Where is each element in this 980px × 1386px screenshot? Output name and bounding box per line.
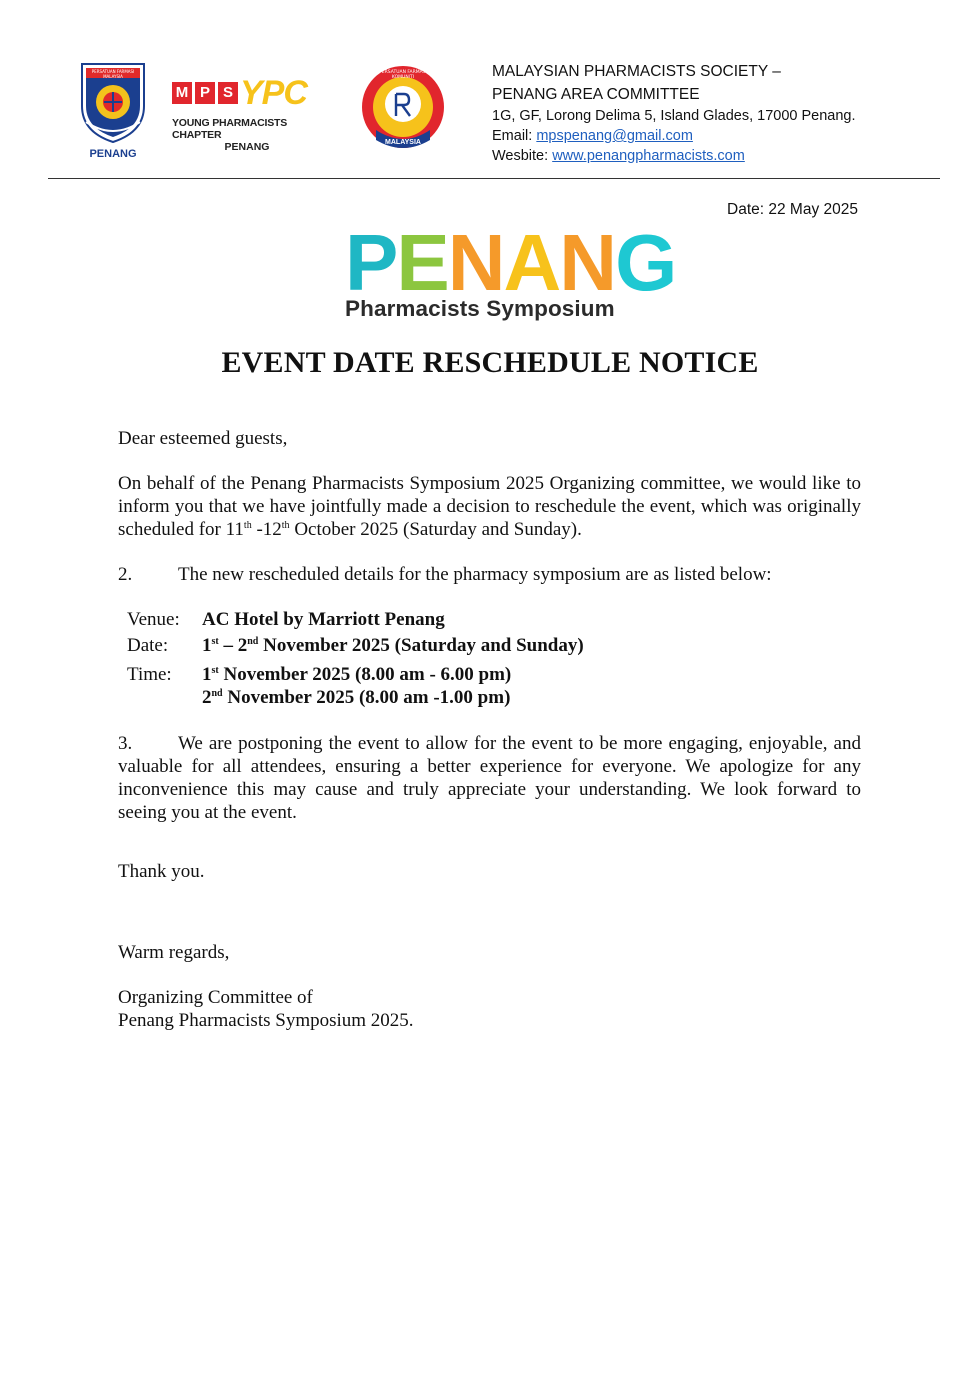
venue-label: Venue: — [127, 609, 180, 630]
organization-block — [492, 60, 856, 166]
brand-letter: P — [345, 218, 397, 307]
email-link[interactable]: mpspenang@gmail.com — [536, 128, 693, 144]
website-label: Wesbite: — [492, 148, 553, 164]
website-link[interactable]: www.penangpharmacists.com — [552, 148, 745, 164]
ordinal-suffix: st — [211, 665, 219, 676]
header-divider — [48, 178, 940, 179]
ordinal-suffix: st — [211, 636, 219, 647]
notice-title: EVENT DATE RESCHEDULE NOTICE — [221, 346, 759, 379]
para3-number: 3. — [118, 733, 133, 754]
symposium-brand-logo — [345, 218, 676, 322]
email-label: Email: — [492, 128, 537, 144]
date-part: – 2 — [218, 635, 248, 656]
time-label: Time: — [127, 664, 172, 685]
para1-text: On behalf of the Penang Pharmacists Symposium 2025 Organizing committee, we would like to inform you that we have jointfully made a decision to reschedule the event, which was originally scheduled for 11 — [118, 473, 861, 540]
greeting: Dear esteemed guests, — [118, 428, 288, 449]
para1-text: -12 — [251, 519, 282, 540]
date-label: Date: — [127, 635, 169, 656]
para1-text: October 2025 (Saturday and Sunday). — [289, 519, 582, 540]
date-value — [202, 634, 584, 657]
brand-letter: G — [615, 218, 676, 307]
time-part: November 2025 (8.00 am - 6.00 pm) — [218, 664, 512, 685]
mps-penang-logo — [74, 60, 152, 164]
signoff-line1: Organizing Committee of — [118, 987, 313, 1008]
time-part: November 2025 (8.00 am -1.00 pm) — [222, 687, 511, 708]
venue-value: AC Hotel by Marriott Penang — [202, 609, 445, 630]
para2-number: 2. — [118, 564, 133, 585]
warm-regards: Warm regards, — [118, 942, 230, 963]
ordinal-suffix: nd — [247, 636, 259, 647]
thank-you: Thank you. — [118, 861, 205, 882]
brand-letter: A — [503, 218, 560, 307]
time-part: 1 — [202, 664, 212, 685]
mps-letter: P — [195, 82, 215, 104]
event-details — [127, 608, 584, 709]
ypc-line2: PENANG — [224, 141, 270, 153]
logo3-band-text: MALAYSIA — [385, 139, 421, 146]
logo1-top-text: PERSATUAN FARMASI MALAYSIA — [91, 69, 135, 79]
time-part: 2 — [202, 687, 212, 708]
letter-date: Date: 22 May 2025 — [727, 201, 858, 218]
ordinal-suffix: th — [243, 520, 252, 531]
community-pharmacy-guild-logo — [360, 64, 446, 158]
org-address: 1G, GF, Lorong Delima 5, Island Glades, 17000 Penang. — [492, 108, 856, 124]
paragraph-3 — [118, 732, 861, 824]
time-row — [127, 663, 584, 709]
time-line-1 — [202, 663, 511, 686]
signoff-line2: Penang Pharmacists Symposium 2025. — [118, 1010, 414, 1031]
mps-letter: M — [172, 82, 192, 104]
date-part: November 2025 (Saturday and Sunday) — [258, 635, 584, 656]
paragraph-1 — [118, 472, 861, 541]
ordinal-suffix: nd — [211, 688, 223, 699]
penang-wordmark — [345, 218, 676, 307]
brand-letter: E — [396, 218, 448, 307]
logo3-ring-text: PERSATUAN FARMASI KOMUNITI — [379, 70, 427, 80]
time-line-2 — [202, 686, 511, 709]
venue-row — [127, 608, 584, 631]
org-website-row — [492, 146, 856, 166]
para2-text: The new rescheduled details for the pharmacy symposium are as listed below: — [178, 564, 772, 585]
mps-letter: S — [218, 82, 238, 104]
date-part: 1 — [202, 635, 212, 656]
org-email-row — [492, 126, 856, 146]
paragraph-2 — [118, 563, 861, 586]
ypc-line1: YOUNG PHARMACISTS CHAPTER — [172, 117, 288, 141]
org-name-line2: PENANG AREA COMMITTEE — [492, 86, 700, 103]
brand-letter: N — [559, 218, 616, 307]
date-row — [127, 634, 584, 657]
para3-text: We are postponing the event to allow for the event to be more engaging, enjoyable, and valuable for all attendees, ensuring a better experience for everyone. We apologize for any inconvenience this may cause and truly appreciate your understanding. We look forward to seeing you at the event. — [118, 733, 861, 823]
time-values — [202, 663, 511, 709]
brand-letter: N — [447, 218, 504, 307]
brand-subtitle: Pharmacists Symposium — [345, 296, 615, 321]
ordinal-suffix: th — [281, 520, 290, 531]
mps-ypc-logo — [172, 74, 328, 153]
ypc-wordmark: YPC — [240, 74, 307, 112]
logo1-caption: PENANG — [89, 148, 137, 160]
org-name-line1: MALAYSIAN PHARMACISTS SOCIETY – — [492, 63, 781, 80]
